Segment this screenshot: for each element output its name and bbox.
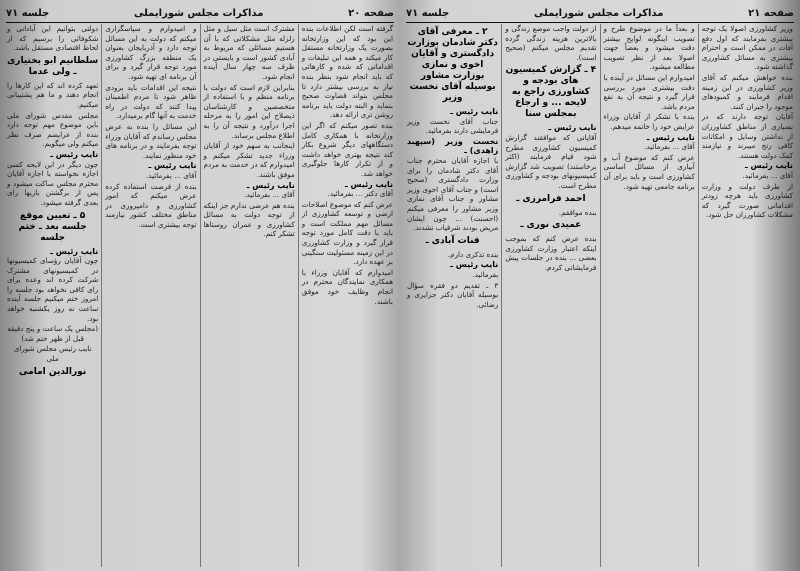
- paragraph: بنده موافقم.: [558, 207, 597, 217]
- paragraph: آقای ... بفرمائید.: [244, 190, 295, 200]
- paragraph: آقایانی که موافقند گزارش کمیسیون کشاورزی مطرح شود قیام فرمایند (اکثر برخاستند) تصویب شد گزارش کمیسیونهای بودجه و کشاورزی مطرح است.: [505, 132, 597, 190]
- section-heading: سلطانیم ابو بختیاری ـ ولی عدما: [7, 55, 99, 77]
- paragraph: آقای ... بفرمائید.: [644, 142, 695, 152]
- paragraph: چون آقایان رؤسای کمیسیونها در کمیسیونهای مشترک شرکت کرده اند وعده برای رای کافی نخواهد بود جلسه را امروز ختم میکنیم جلسه آینده ساعت نه روز یکشنبه خواهد بود.: [7, 256, 99, 323]
- speaker-name: نایب رئیس ـ: [345, 179, 393, 189]
- paragraph: با اجازه آقایان محترم جناب آقای دکتر شادمان را برای وزارت دادگستری (صحیح است) و جناب آقای اخوی وزیر مشاور و جناب آقای نمازی وزیر مشاور را معرفی میکنم (احسنت) ... چون ایشان مریض بودند شرفیاب نشدند.: [407, 155, 499, 233]
- paragraph: بنده خواهش میکنم که آقای وزیر کشاورزی در این زمینه اقدام فرمایند و کمبودهای موجود را جبران کنند.: [701, 72, 793, 111]
- text-column: [404, 24, 501, 567]
- columns: [4, 24, 396, 567]
- paragraph: آقای ... بفرمائید.: [742, 170, 793, 180]
- speaker-name: نایب رئیس ـ: [450, 107, 499, 116]
- paragraph: نایب رئیس مجلس شورای ملی: [13, 344, 92, 364]
- speaker-name: نایب رئیس ـ: [745, 161, 793, 171]
- section-heading: ۴ ـ گزارش کمیسیون های بودجه و کشاورزی راجع به لایحه ... و ارجاع بمجلس سنا: [505, 65, 597, 120]
- paragraph: اینجانب به سهم خود از آقایان وزراء جدید تشکر میکنم و امیدوارم که در خدمت به مردم موفق باشند.: [203, 141, 295, 179]
- paragraph: وزیر کشاورزی اصولا یک توجه بیشتری بفرمایند که اول دفع آفات در ممکن است و احترام بیشتری به مسائل کشاورزی گذاشته شود.: [701, 24, 793, 72]
- paragraph: عرض کنم که موضوع اصلاحات ارضی و توسعه کشاورزی از مسائل مهم مملکت است و باید با دقت کامل مورد توجه قرار گیرد و وزارت کشاورزی در این زمینه مسئولیت سنگینی بر عهده دارد.: [301, 199, 393, 267]
- paragraph: (مجلس یک ساعت و پنج دقیقه قبل از ظهر ختم شد): [7, 324, 99, 343]
- right-page: [400, 0, 800, 571]
- paragraph: مشترک است مثل سیل و مثل زلزله مثل مشکلاتی که با آن هستیم مسائلی که مربوط به آبادی کشور است و بایستی در ظرف سه چهار سال آینده انجام شود.: [203, 24, 295, 81]
- text-column: [4, 24, 101, 567]
- section-heading: ۵ ـ تعیین موقع جلسه بعد ـ ختم جلسه: [18, 210, 87, 243]
- text-column: [501, 24, 599, 567]
- paragraph: آقای دکتر ... بفرمائید.: [327, 189, 393, 199]
- paragraph: و امیدوارم و سپاسگزاری میکنم که دولت به این مسائل توجه دارد و آذربایجان بعنوان یک منطقه بزرگ کشاورزی مورد توجه قرار گیرد و برای آن برنامه ای تهیه شود.: [105, 24, 197, 81]
- paragraph: این مسائل را بنده به عرض مجلس رساندم که آقایان وزراء توجه بفرمایند و در برنامه های خود منظور نمایند.: [105, 121, 197, 160]
- paragraph: بفرمائید.: [472, 269, 499, 279]
- text-column: [600, 24, 698, 567]
- paragraph: جناب آقای نخست وزیر فرمایشی دارند بفرمائید.: [407, 116, 499, 136]
- paragraph: تعهد کرده اند که این کارها را انجام دهند و ما هم پشتیبانی میکنیم.: [7, 80, 99, 109]
- paragraph: مجلس مقدس شورای ملی باین موضوع مهم توجه دارد بنده از عرایضم صرف نظر میکنم ولی میگویم.: [7, 110, 99, 149]
- speaker-name: نایب رئیس ـ: [50, 149, 99, 159]
- text-column: [101, 24, 199, 567]
- session-number: جلسه ۷۱: [406, 7, 450, 19]
- section-heading: نورالدین امامی: [19, 366, 87, 377]
- paragraph: بنده تصور میکنم که اگر این وزارتخانه با همکاری کامل دستگاههای دیگر شروع بکار کند نتیجه بهتری خواهد داشت و از تکرار کارها جلوگیری خواهد شد.: [301, 120, 393, 178]
- session-number: جلسه ۷۱: [6, 7, 50, 19]
- paragraph: گرفته است لکن اطلاعات بنده این بود که این وزارتخانه بصورت یک وزارتخانه مستقل کار میکند و همه این تبلیغات و اقداماتی که شده و کارهائی که باید انجام شود بنظر بنده نیاز به بررسی بیشتر دارد تا مجلس بتواند قضاوت صحیح بنماید و البته دولت باید برنامه روشن تری ارائه دهد.: [301, 24, 393, 120]
- paragraph: بنده عرض کنم که بموجب اینکه اعتبار وزارت کشاورزی بعضی ... بنده در جلسات پیش فرمایشاتی کردم.: [505, 234, 597, 272]
- paragraph: بنده تذکری دارم.: [447, 249, 499, 259]
- text-column: [298, 24, 396, 567]
- publication-title: مذاکرات مجلس شورایملی: [133, 7, 264, 19]
- columns: [404, 24, 796, 567]
- paragraph: از دولت واجب موضع زندگی و بالاترین هزینه زندگی گرده تقدیم مجلس میکنم (صحیح است).: [505, 24, 597, 62]
- paragraph: از طرف دولت و وزارت کشاورزی باید هرچه زودتر اقداماتی صورت گیرد که مشکلات کشاورزان حل شود.: [701, 181, 793, 220]
- paragraph: بنابراین لازم است که دولت با برنامه منظم و با استفاده از متخصصین و کارشناسان ذیصلاح این امور را به مرحله اجرا درآورد و نتیجه آن را به اطلاع مجلس برساند.: [203, 82, 295, 140]
- paragraph: آقایان توجه دارند که در بسیاری از مناطق کشاورزان از نداشتن وسایل و امکانات کافی رنج میبرند و نیازمند کمک دولت هستند.: [701, 112, 793, 160]
- section-heading: عمیدی نوری ـ: [520, 220, 582, 231]
- paragraph: آقای ... بفرمائید.: [145, 170, 197, 180]
- text-column: [200, 24, 298, 567]
- paragraph: بنده هم عرضی ندارم جز اینکه از توجه دولت به مسائل کشاورزی و عمران روستاها تشکر کنم.: [203, 200, 295, 239]
- paragraph: و بعداً ما در موضوع طرح و تصویب اینگونه لوایح بیشتر دقت میشود و بعضاً جهت اصولا بعد از نظر تصویب مطالعه میشود.: [603, 24, 695, 72]
- paragraph: ۳ ـ تقدیم دو فقره سؤال بوسیله آقایان دکتر جزایری و رضائی.: [407, 280, 499, 309]
- page-number: صفحه ۲۰: [348, 7, 394, 19]
- speaker-name: نخست وزیر (سپهبد زاهدی) ـ: [407, 136, 499, 156]
- section-heading: احمد فرامرزی ـ: [516, 193, 586, 204]
- text-column: [698, 24, 796, 567]
- paragraph: بنده از فرصت استفاده کرده عرض میکنم که امور کشاورزی و دامپروری در مناطق مختلف کشور نیازمند توجه بیشتری است.: [105, 181, 197, 229]
- page-header: [6, 4, 394, 23]
- paragraph: بنده با تشکر از آقایان وزراء عرایض خود را خاتمه میدهم.: [603, 112, 695, 131]
- speaker-name: نایب رئیس ـ: [548, 123, 597, 133]
- section-heading: ۲ ـ معرفی آقای دکتر شادمان بوزارت دادگستری و آقایان اخوی و نمازی بوزارت مشاور بوسیله آقای نخست وزیر: [407, 27, 498, 103]
- speaker-name: نایب رئیس ـ: [450, 260, 499, 270]
- page-number: صفحه ۲۱: [748, 7, 794, 19]
- paragraph: دولتی بتوانیم این آبادانی و شکوفائی را برسیم که از لحاظ اقتصادی مستقل باشد.: [7, 24, 99, 53]
- publication-title: مذاکرات مجلس شورایملی: [533, 7, 664, 19]
- speaker-name: نایب رئیس ـ: [646, 132, 695, 142]
- page-header: [406, 4, 794, 23]
- section-heading: قنات آبادی ـ: [425, 235, 480, 246]
- speaker-name: نایب رئیس ـ: [246, 180, 295, 190]
- speaker-name: نایب رئیس ـ: [148, 161, 197, 171]
- paragraph: عرض کنم که موضوع آب و آبیاری از مسائل اساسی کشاورزی است و باید برای آن برنامه جامعی تهیه شود.: [603, 152, 695, 191]
- paragraph: نتیجه این اقدامات باید بزودی ظاهر شود تا مردم اطمینان پیدا کنند که دولت در راه خدمت به آنها گام برمیدارد.: [105, 82, 197, 121]
- paragraph: چون دیگر در این لایحه کسی اجازه نخواسته با اجازه آقایان محترم مجلس ساکت میشود و پس از برگشتن بازیها رای بعدی گرفته میشود.: [7, 159, 99, 207]
- paragraph: امیدوارم که آقایان وزراء با همکاری نمایندگان محترم در انجام وظایف خود موفق باشند.: [301, 267, 393, 306]
- speaker-name: نایب رئیس ـ: [50, 246, 99, 256]
- paragraph: امیدوارم این مسائل در آینده با دقت بیشتری مورد بررسی قرار گیرد و نتیجه آن به نفع مردم باشد.: [603, 72, 695, 111]
